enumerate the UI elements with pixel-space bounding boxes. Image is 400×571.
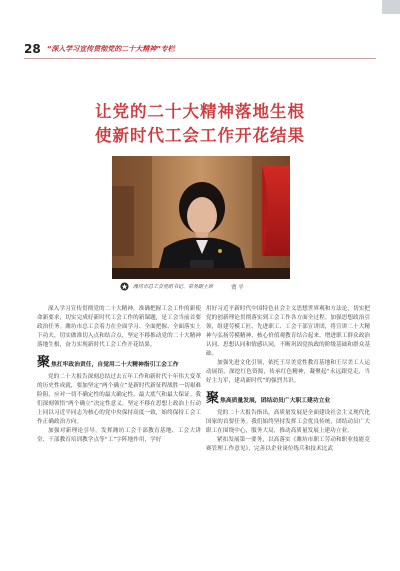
- paragraph: 紧扣发展第一要务，以高落实《潍坊市职工劳动和职业技能竞赛管理工作意见》，完善以企业岗位练兵和技术比武: [206, 437, 370, 452]
- portrait-illustration: [112, 156, 290, 279]
- portrait-photo: [112, 156, 290, 279]
- subheading-drop-mark: 聚: [206, 391, 220, 406]
- paragraph: 党的二十大报告深刻总结过去五年工作和新时代十年伟大变革的历史性成就，要加坚定“两个确立”是新时代新征程战胜一切艰难险阻，应对一切不确定性的最大确定性，最大底气和最大保证。我们深刻领悟“两个确立”决定性意义，坚定不移在思想上政治上行动上同以习近平同志为核心的党中央保持高度一致，始终保持工会工作正确政治方向。: [37, 374, 201, 425]
- paragraph: 加强先进文化引领，依托王尽美党性教育基地和王尽美工人运动展馆，深挖红色资源，传承红色精神，凝聚起“永远跟党走，当好主力军，建功新时代”的强烈共识。: [206, 360, 370, 384]
- subheading-drop-mark: 聚: [37, 355, 51, 370]
- caption-position: 潍坊市总工会党组书记、常务副主席: [133, 284, 214, 290]
- title-line-2: 使新时代工会工作开花结果: [95, 126, 305, 145]
- right-column: [206, 305, 370, 454]
- header-divider: [24, 58, 376, 59]
- caption-bullet-icon: [120, 282, 129, 291]
- paragraph: 用好习近平新时代中国特色社会主义思想世界观和方法论，切实把党的创新理论贯彻落实到工会工作各方面全过程。加强思想政治引领，组建劳模工匠、先进职工、工会干部宣讲团，将宣讲二十大精神与弘扬劳模精神、核心价值观教育结合起来，增进职工群众政治认同、思想认同和情感认同，不断巩固党执政的阶级基础和群众基础。: [206, 306, 370, 357]
- subheading-1: [37, 357, 201, 369]
- subheading-1-text: 焦扛牢政治责任，自觉用二十大精神指引工会工作: [51, 362, 179, 368]
- column-section-tag: “深入学习宣传贯彻党的二十大精神”专栏: [46, 45, 175, 53]
- page-corner-tab: [382, 0, 400, 14]
- left-column: [37, 305, 201, 445]
- article-title: [0, 100, 400, 148]
- page-number: 28: [24, 42, 41, 56]
- page-header: [24, 42, 175, 56]
- subheading-2-text: 焦高质量发展，团结动员广大职工建功立业: [220, 398, 331, 404]
- paragraph: 党的二十大报告指出，高质量发展是全面建设社会主义现代化国家的首要任务。我们始终坚持发挥工会优良传统，团结动员广大职工在围绕中心，服务大局，推动高质量发展上建功立业。: [206, 410, 370, 434]
- paragraph: 深入学习宣传贯彻党的二十大精神，准确把握工会工作的新使命新要求，切实完成好新时代工会工作的新课题，是工会当前首要政治任务。潍坊市总工会着力在全面学习、全面把握、全面落实上下功夫，切实做准切入点和结合点，坚定不移推动党的二十大精神落地生根，奋力实现新时代工会工作开花结果。: [37, 306, 201, 348]
- paragraph: 加强对新理论引导，发挥潍坊工会千部教育基地、工会大讲堂、干部教育培训教学点等“工”字阵地作用，学好: [37, 428, 201, 443]
- photo-caption: [120, 281, 244, 292]
- title-line-1: 让党的二十大精神落地生根: [95, 102, 305, 121]
- caption-name: 贾 平: [231, 284, 244, 291]
- subheading-2: [206, 393, 370, 405]
